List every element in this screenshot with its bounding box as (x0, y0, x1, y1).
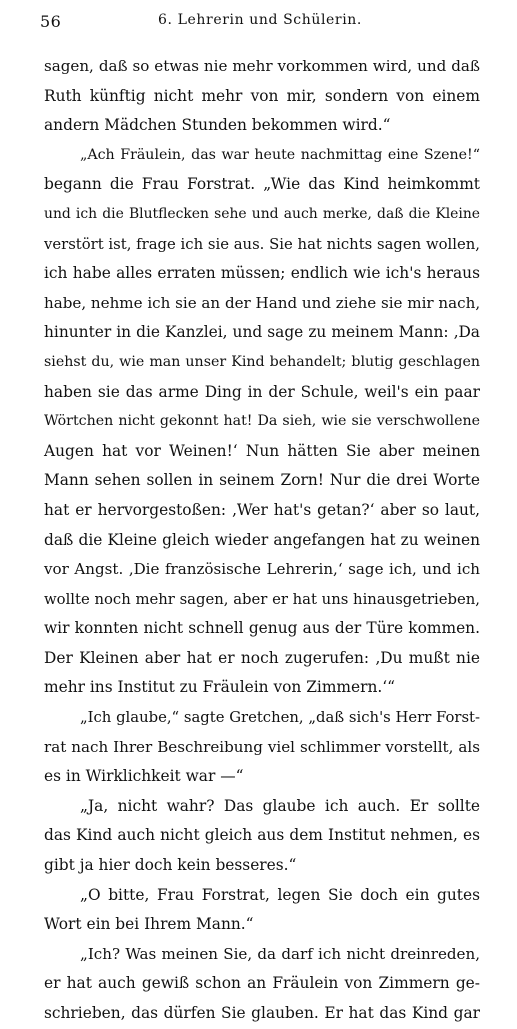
text-line: schrieben, das dürfen Sie glauben. Er hat das Kind gar (44, 1004, 480, 1022)
page-header (40, 10, 480, 36)
text-line: andern Mädchen Stunden bekommen wird.“ (44, 116, 391, 135)
text-line: daß die Kleine gleich wieder angefangen hat zu weinen (44, 530, 480, 549)
text-line: und ich die Blutflecken sehe und auch merke, daß die Kleine (44, 205, 480, 222)
text-line: haben sie das arme Ding in der Schule, weil's ein paar (44, 382, 480, 401)
text-line: hat er hervorgestoßen: ‚Wer hat's getan?‘ aber so laut, (44, 500, 480, 519)
text-line: habe, nehme ich sie an der Hand und ziehe sie mir nach, (44, 293, 481, 312)
text-line: wir konnten nicht schnell genug aus der Türe kommen. (44, 619, 480, 638)
text-line: das Kind auch nicht gleich aus dem Institut nehmen, es (44, 826, 480, 845)
text-line: „Ach Fräulein, das war heute nachmittag eine Szene!“ (80, 146, 480, 163)
text-line: Der Kleinen aber hat er noch zugerufen: ‚Du mußt nie (44, 648, 480, 667)
text-line: begann die Frau Forstrat. „Wie das Kind heimkommt (44, 175, 480, 194)
text-line: es in Wirklichkeit war —“ (44, 767, 244, 786)
text-line: „Ich? Was meinen Sie, da darf ich nicht dreinreden, (80, 944, 480, 963)
text-line: sagen, daß so etwas nie mehr vorkommen wird, und daß (44, 57, 480, 75)
text-line: wollte noch mehr sagen, aber er hat uns hinausgetrieben, (44, 590, 480, 608)
text-line: Wörtchen nicht gekonnt hat! Da sieh, wie sie verschwollene (44, 413, 480, 430)
text-line: „Ich glaube,“ sagte Gretchen, „daß sich's Herr Forst- (80, 709, 480, 727)
text-line: er hat auch gewiß schon an Fräulein von Zimmern ge- (44, 974, 480, 993)
text-line: hinunter in die Kanzlei, und sage zu meinem Mann: ‚Da (44, 323, 480, 342)
text-line: Mann sehen sollen in seinem Zorn! Nur die drei Worte (44, 471, 480, 490)
text-line: Augen hat vor Weinen!‘ Nun hätten Sie aber meinen (44, 441, 480, 460)
text-line: verstört ist, frage ich sie aus. Sie hat nichts sagen wollen, (44, 235, 480, 253)
text-line: siehst du, wie man unser Kind behandelt; blutig geschlagen (44, 353, 480, 370)
text-line: mehr ins Institut zu Fräulein von Zimmern.‘“ (44, 678, 396, 697)
text-line: „O bitte, Frau Forstrat, legen Sie doch ein gutes (80, 885, 480, 904)
body-text (44, 52, 480, 1029)
text-line: Wort ein bei Ihrem Mann.“ (44, 915, 254, 934)
text-line: ich habe alles erraten müssen; endlich wie ich's heraus (44, 264, 480, 283)
text-line: „Ja, nicht wahr? Das glaube ich auch. Er sollte (80, 796, 480, 815)
text-line: vor Angst. ‚Die französische Lehrerin,‘ sage ich, und ich (44, 560, 480, 579)
text-line: rat nach Ihrer Beschreibung viel schlimmer vorstellt, als (44, 737, 480, 756)
page-number: 56 (40, 12, 62, 31)
text-line: Ruth künftig nicht mehr von mir, sondern von einem (44, 86, 480, 105)
running-head: 6. Lehrerin und Schülerin. (158, 12, 362, 28)
text-line: gibt ja hier doch kein besseres.“ (44, 856, 297, 875)
